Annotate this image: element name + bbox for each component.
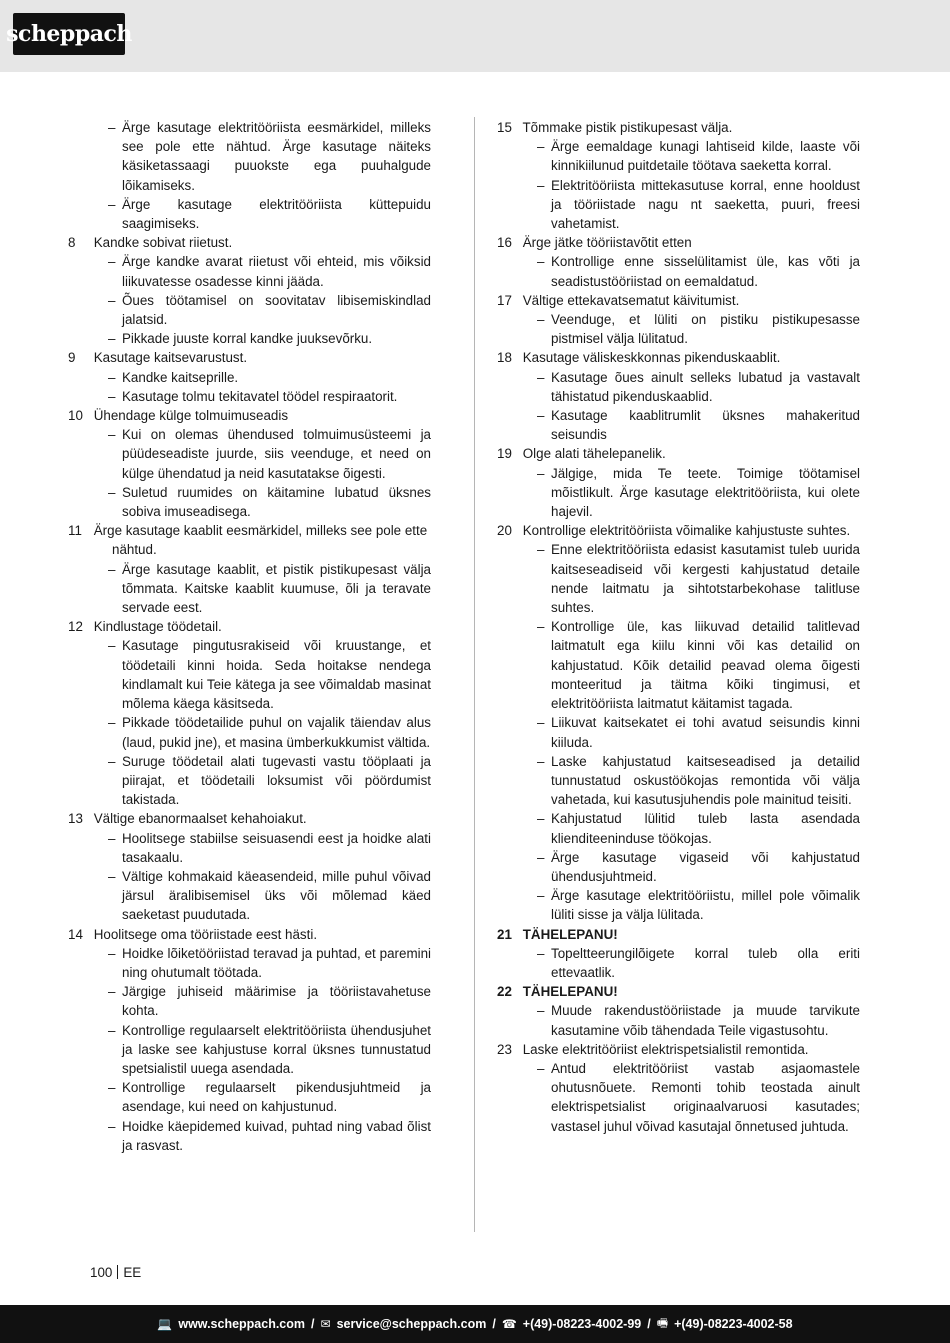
bullet-dash: – <box>537 139 545 155</box>
header-band <box>0 0 950 72</box>
section-heading: 17 Vältige ettekavatsematut käivitumist. <box>497 292 740 308</box>
bullet-text: Ärge kasutage elektritööriista küttepuidu saagimiseks. <box>122 196 431 232</box>
section-title: Laske elektritööriist elektrispetsialistil remontida. <box>522 1041 809 1057</box>
section-title: Hoolitsege oma tööriistade eest hästi. <box>93 926 318 942</box>
page-language-code: EE <box>123 1265 142 1280</box>
section-title: Vältige ebanormaalset kehahoiakut. <box>93 811 307 827</box>
bullet-item <box>519 752 860 810</box>
bullet-item <box>519 848 860 886</box>
bullet-text: Kontrollige regulaarselt elektritööriista ühendusjuhet ja laske see kahjustuse korral üksnes tunnustatud spetsialistil uuega asendada. <box>122 1022 431 1076</box>
column-divider <box>474 117 475 1232</box>
bullet-dash: – <box>108 292 116 308</box>
bullet-item <box>519 944 860 982</box>
footer-fax: +(49)-08223-4002-58 <box>674 1317 793 1331</box>
bullet-text: Kahjustatud lülitid tuleb lasta asendada klienditeeninduse töökojas. <box>551 811 860 846</box>
bullet-text: Kasutage kaablitrumlit üksnes mahakeritud seisundis <box>551 408 860 443</box>
bullet-dash: – <box>537 177 545 193</box>
section-heading: 8 Kandke sobivat riietust. <box>68 235 233 251</box>
section-heading: 22 TÄHELEPANU! <box>497 984 618 1000</box>
bullet-text: Õues töötamisel on soovitatav libisemiskindlad jalatsid. <box>122 292 431 328</box>
bullet-text: Ärge eemaldage kunagi lahtiseid kilde, laaste või kinnikiilunud puitdetaile töötava saeketta korral. <box>551 139 860 174</box>
bullet-item <box>90 329 431 348</box>
bullet-dash: – <box>108 753 116 769</box>
bullet-dash: – <box>108 484 116 500</box>
bullet-item <box>90 713 431 751</box>
bullet-text: Kasutage õues ainult selleks lubatud ja vastavalt tähistatud pikenduskaablid. <box>551 369 860 404</box>
bullet-text: Kasutage tolmu tekitavatel töödel respiraatorit. <box>122 388 398 404</box>
footer-separator: / <box>647 1317 651 1331</box>
bullet-dash: – <box>537 1003 545 1019</box>
bullet-text: Veenduge, et lüliti on pistiku pistikupesasse pistmisel välja lülitatud. <box>551 312 860 347</box>
section-title: Kindlustage töödetail. <box>93 619 222 635</box>
right-column <box>497 118 860 1136</box>
bullet-item <box>90 560 431 618</box>
bullet-dash: – <box>537 312 545 328</box>
bullet-item <box>519 137 860 175</box>
bullet-item <box>519 252 860 290</box>
bullet-text: Järgige juhiseid määrimise ja tööriistavahetuse kohta. <box>122 984 431 1019</box>
bullet-text: Kontrollige regulaarselt pikendusjuhtmeid ja asendage, kui need on kahjustunud. <box>122 1080 431 1115</box>
bullet-dash: – <box>537 888 545 904</box>
bullet-dash: – <box>537 465 545 481</box>
section-heading: 16 Ärge jätke tööriistavõtit etten <box>497 235 692 251</box>
bullet-dash: – <box>537 811 545 827</box>
bullet-dash: – <box>537 1060 545 1076</box>
bullet-dash: – <box>537 369 545 385</box>
bullet-item <box>519 1001 860 1039</box>
footer-email-link[interactable]: service@scheppach.com <box>336 1317 487 1331</box>
bullet-dash: – <box>108 196 116 212</box>
bullet-dash: – <box>108 561 116 577</box>
monitor-icon: 💻 <box>157 1317 173 1331</box>
bullet-text: Kontrollige üle, kas liikuvad detailid talitlevad laitmatult ega kiilu kinni või kas detailid on kahjustatud. Kõik detailid peavad olema õigesti monteeritud ja täitma kõiki tingimusi, et elektritööriista laitmatut käitamist tagada. <box>551 619 860 712</box>
bullet-text: Enne elektritööriista edasist kasutamist tuleb uurida kaitseseadiseid või kergesti kahjustatud detaile nende laitmatu ja sihtotstarbekohase talitluse suhtes. <box>551 542 860 616</box>
section-title: TÄHELEPANU! <box>522 984 618 1000</box>
bullet-text: Ärge kasutage kaablit, et pistik pistikupesast välja tõmmata. Kaitske kaablit kuumuse, õli ja teravate servade eest. <box>122 561 431 616</box>
phone-icon: ☎ <box>501 1317 517 1331</box>
bullet-item <box>519 617 860 713</box>
bullet-dash: – <box>108 427 116 443</box>
bullet-item <box>90 1117 431 1155</box>
fax-icon: 🖷 <box>656 1315 669 1330</box>
section-title: Kasutage väliskeskkonnas pikenduskaablit. <box>522 350 781 366</box>
section-heading: 13 Vältige ebanormaalset kehahoiakut. <box>68 811 307 827</box>
bullet-text: Elektritööriista mittekasutuse korral, enne hooldust ja tööriistade nagu nt saeketta, puuri, freesi vahetamist. <box>551 177 860 232</box>
bullet-text: Liikuvat kaitsekatet ei tohi avatud seisundis kinni kiiluda. <box>551 715 860 750</box>
section-title: Kasutage kaitsevarustust. <box>93 350 248 366</box>
bullet-text: Kasutage pingutusrakiseid või kruustange, et töödetaili kinni hoida. Seda hoitakse nendega kindlamalt kui Teie kätega ja see võimaldab masinat mõlema käega käsitseda. <box>122 638 431 712</box>
bullet-text: Kontrollige enne sisselülitamist üle, kas võti ja seadistustööriistad on eemaldatud. <box>551 254 860 289</box>
footer-separator: / <box>311 1317 315 1331</box>
section-heading: 14 Hoolitsege oma tööriistade eest hästi. <box>68 926 318 942</box>
bullet-dash: – <box>108 331 116 347</box>
envelope-icon: ✉ <box>320 1317 331 1331</box>
bullet-dash: – <box>537 945 545 961</box>
bullet-text: Ärge kasutage elektritööriistu, millel pole võimalik lüliti sisse ja välja lülitada. <box>551 888 860 923</box>
bullet-item <box>90 387 431 406</box>
bullet-dash: – <box>537 408 545 424</box>
bullet-item <box>519 809 860 847</box>
bullet-item <box>90 982 431 1020</box>
bullet-text: Pikkade töödetailide puhul on vajalik täiendav alus (laud, pukid jne), et masina ümberkukkumist vältida. <box>122 715 431 750</box>
bullet-dash: – <box>108 638 116 654</box>
bullet-item <box>90 944 431 982</box>
bullet-item <box>90 483 431 521</box>
bullet-dash: – <box>108 120 116 135</box>
bullet-dash: – <box>108 945 116 961</box>
bullet-text: Ärge kasutage vigaseid või kahjustatud ühendusjuhtmeid. <box>551 849 860 884</box>
bullet-dash: – <box>108 369 116 385</box>
bullet-item <box>90 867 431 925</box>
bullet-item <box>90 1078 431 1116</box>
section-heading: 15 Tõmmake pistik pistikupesast välja. <box>497 120 733 135</box>
bullet-item <box>90 1021 431 1079</box>
bullet-dash: – <box>108 715 116 731</box>
section-heading: 9 Kasutage kaitsevarustust. <box>68 350 248 366</box>
footer-website-link[interactable]: www.scheppach.com <box>178 1317 306 1331</box>
bullet-item <box>519 368 860 406</box>
bullet-item <box>90 425 431 483</box>
bullet-item <box>519 406 860 444</box>
bullet-text: Hoidke käepidemed kuivad, puhtad ning vabad õlist ja rasvast. <box>122 1118 431 1153</box>
bullet-dash: – <box>537 542 545 558</box>
bullet-text: Suletud ruumides on käitamine lubatud üksnes sobiva imuseadisega. <box>122 484 431 520</box>
bullet-dash: – <box>537 849 545 865</box>
bullet-dash: – <box>108 1118 116 1134</box>
bullet-dash: – <box>537 619 545 635</box>
scheppach-logo: scheppach <box>13 13 125 55</box>
bullet-item <box>90 368 431 387</box>
bullet-dash: – <box>108 1022 116 1038</box>
bullet-text: Laske kahjustatud kaitseseadised ja detailid tunnustatud oskustöökojas remontida või välja vahetada, kui kasutusjuhendis pole mainitud teisiti. <box>551 753 860 808</box>
bullet-item <box>519 886 860 924</box>
bullet-dash: – <box>108 830 116 846</box>
footer-separator: / <box>492 1317 496 1331</box>
bullet-item <box>90 291 431 329</box>
bullet-item <box>519 540 860 617</box>
section-title: TÄHELEPANU! <box>522 926 618 942</box>
bullet-text: Topeltteerungilõigete korral tuleb olla eriti ettevaatlik. <box>551 945 860 980</box>
bullet-text: Vältige kohmakaid käeasendeid, mille puhul võivad järsul äralibisemisel üks või mõlemad käed saeketast puudutada. <box>122 868 431 923</box>
section-heading: 20 Kontrollige elektritööriista võimalike kahjustuste suhtes. <box>497 523 851 539</box>
bullet-text: Muude rakendustööriistade ja muude tarvikute kasutamine võib tähendada Teile vigastusohtu. <box>551 1003 860 1038</box>
bullet-item <box>90 636 431 713</box>
bullet-dash: – <box>537 715 545 731</box>
bullet-text: Hoolitsege stabiilse seisuasendi eest ja hoidke alati tasakaalu. <box>122 830 431 865</box>
bullet-dash: – <box>108 1080 116 1096</box>
bullet-dash: – <box>108 984 116 1000</box>
bullet-text: Hoidke lõiketööriistad teravad ja puhtad, et paremini ning ohutumalt töötada. <box>122 945 431 980</box>
section-title: Vältige ettekavatsematut käivitumist. <box>522 292 740 308</box>
section-title: Olge alati tähelepanelik. <box>522 446 666 462</box>
bullet-text: Pikkade juuste korral kandke juuksevõrku. <box>122 331 373 347</box>
bullet-text: Kui on olemas ühendused tolmuimusüsteemi ja püüdeseadiste juurde, siis veenduge, et need on külge ühendatud ja neid kasutatakse õigesti. <box>122 427 431 481</box>
page-number <box>90 1265 141 1280</box>
page-number-value: 100 <box>90 1265 113 1280</box>
bullet-text: Ärge kandke avarat riietust või ehteid, mis võiksid liikuvatesse osadesse kinni jääda. <box>122 254 431 289</box>
bullet-dash: – <box>537 753 545 769</box>
section-heading: 19 Olge alati tähelepanelik. <box>497 446 666 462</box>
bullet-item <box>519 176 860 234</box>
bullet-item <box>90 195 431 233</box>
bullet-item <box>519 464 860 522</box>
bullet-text: Suruge töödetail alati tugevasti vastu tööplaati ja piirajat, et töödetaili loksumist või pöördumist takistada. <box>122 753 431 808</box>
bullet-item <box>519 713 860 751</box>
section-title: Ärge kasutage kaablit eesmärkidel, milleks see pole ette nähtud. <box>93 523 428 558</box>
bullet-item <box>90 829 431 867</box>
bullet-dash: – <box>108 254 116 270</box>
section-heading: 10 Ühendage külge tolmuimuseadis <box>68 408 289 424</box>
bullet-item <box>90 752 431 810</box>
section-title: Kandke sobivat riietust. <box>93 235 233 251</box>
bullet-item <box>90 118 431 195</box>
left-column <box>68 118 431 1155</box>
section-heading: 21 TÄHELEPANU! <box>497 926 618 942</box>
section-title: Tõmmake pistik pistikupesast välja. <box>522 120 733 135</box>
bullet-text: Antud elektritööriist vastab asjaomastele ohutusnõuete. Remonti tohib teostada ainult elektrispetsialist originaalvaruosi kasutades; vastasel juhul võivad kasutajal õnnetused juhtuda. <box>551 1060 860 1134</box>
section-heading: 12 Kindlustage töödetail. <box>68 619 222 635</box>
bullet-dash: – <box>537 254 545 270</box>
bullet-text: Jälgige, mida Te teete. Toimige töötamisel mõistlikult. Ärge kasutage elektritööriista, kui olete hajevil. <box>551 465 860 520</box>
bullet-item <box>519 310 860 348</box>
section-title: Kontrollige elektritööriista võimalike kahjustuste suhtes. <box>522 523 851 539</box>
bullet-item <box>90 252 431 290</box>
section-heading: 11 Ärge kasutage kaablit eesmärkidel, milleks see pole ette nähtud. <box>68 523 428 558</box>
bullet-item <box>519 1059 860 1136</box>
section-title: Ühendage külge tolmuimuseadis <box>93 408 289 424</box>
footer-bar <box>0 1305 950 1343</box>
bullet-dash: – <box>108 388 116 404</box>
section-heading: 18 Kasutage väliskeskkonnas pikenduskaablit. <box>497 350 781 366</box>
bullet-text: Ärge kasutage elektritööriista eesmärkidel, milleks see pole ette nähtud. Ärge kasutage näiteks käsiketassaagi puuokste ega puuhalgude lõikamiseks. <box>122 120 431 193</box>
section-heading: 23 Laske elektritööriist elektrispetsialistil remontida. <box>497 1041 809 1057</box>
bullet-text: Kandke kaitseprille. <box>122 369 239 385</box>
bullet-dash: – <box>108 868 116 884</box>
page-number-separator <box>117 1265 118 1279</box>
section-title: Ärge jätke tööriistavõtit etten <box>522 235 692 251</box>
footer-phone[interactable]: +(49)-08223-4002-99 <box>522 1317 642 1331</box>
